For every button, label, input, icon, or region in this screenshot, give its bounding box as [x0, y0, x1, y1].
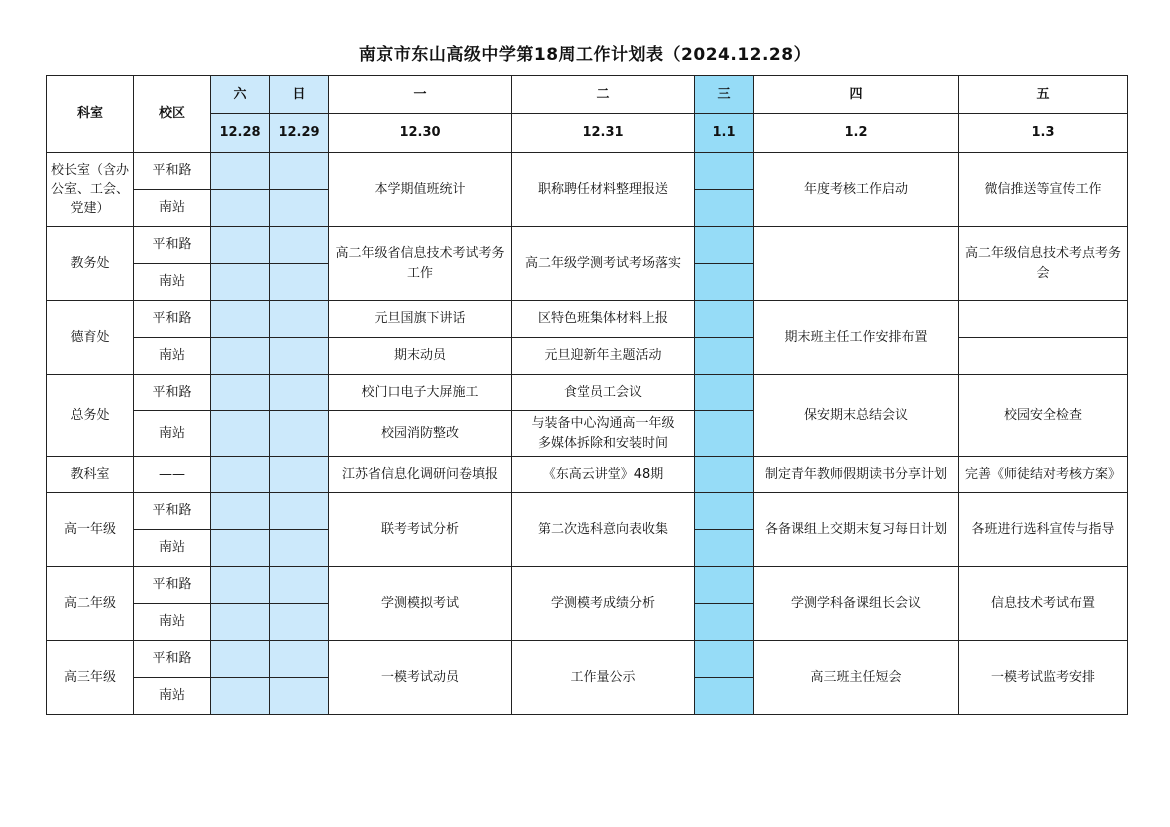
general-tue-b: 与装备中心沟通高一年级多媒体拆除和安装时间	[512, 411, 695, 457]
sat-cell	[211, 338, 270, 375]
dept-g1: 高一年级	[47, 493, 134, 567]
campus-a: 平和路	[134, 641, 211, 678]
general-thu: 保安期末总结会议	[754, 375, 959, 457]
sat-cell	[211, 375, 270, 411]
campus-b: 南站	[134, 604, 211, 641]
dept-research: 教科室	[47, 457, 134, 493]
g1-fri: 各班进行选科宣传与指导	[959, 493, 1128, 567]
campus-a: 平和路	[134, 301, 211, 338]
header-campus: 校区	[134, 76, 211, 153]
sun-cell	[270, 264, 329, 301]
sun-cell	[270, 530, 329, 567]
sun-cell	[270, 301, 329, 338]
campus-a: 平和路	[134, 153, 211, 190]
academic-mon: 高二年级省信息技术考试考务工作	[329, 227, 512, 301]
campus-b: 南站	[134, 411, 211, 457]
campus-b: 南站	[134, 338, 211, 375]
dept-moral: 德育处	[47, 301, 134, 375]
sat-cell	[211, 457, 270, 493]
header-date-wed: 1.1	[695, 114, 754, 153]
principal-fri: 微信推送等宣传工作	[959, 153, 1128, 227]
sat-cell	[211, 567, 270, 604]
page-title: 南京市东山高级中学第18周工作计划表（2024.12.28）	[358, 45, 812, 65]
header-day-tue: 二	[512, 76, 695, 114]
sun-cell	[270, 227, 329, 264]
sun-cell	[270, 338, 329, 375]
wed-cell	[695, 190, 754, 227]
general-fri: 校园安全检查	[959, 375, 1128, 457]
academic-tue: 高二年级学测考试考场落实	[512, 227, 695, 301]
header-day-wed: 三	[695, 76, 754, 114]
dept-g2: 高二年级	[47, 567, 134, 641]
wed-cell	[695, 641, 754, 678]
sat-cell	[211, 153, 270, 190]
g3-tue: 工作量公示	[512, 641, 695, 715]
header-day-mon: 一	[329, 76, 512, 114]
sun-cell	[270, 493, 329, 530]
header-day-thu: 四	[754, 76, 959, 114]
sat-cell	[211, 678, 270, 715]
campus-b: 南站	[134, 190, 211, 227]
moral-fri-b	[959, 338, 1128, 375]
wed-cell	[695, 338, 754, 375]
g2-thu: 学测学科备课组长会议	[754, 567, 959, 641]
principal-mon: 本学期值班统计	[329, 153, 512, 227]
header-day-sat: 六	[211, 76, 270, 114]
wed-cell	[695, 411, 754, 457]
wed-cell	[695, 567, 754, 604]
g1-tue: 第二次选科意向表收集	[512, 493, 695, 567]
campus-b: 南站	[134, 678, 211, 715]
sun-cell	[270, 411, 329, 457]
research-mon: 江苏省信息化调研问卷填报	[329, 457, 512, 493]
header-date-tue: 12.31	[512, 114, 695, 153]
sun-cell	[270, 153, 329, 190]
g2-mon: 学测模拟考试	[329, 567, 512, 641]
header-date-mon: 12.30	[329, 114, 512, 153]
header-day-fri: 五	[959, 76, 1128, 114]
wed-cell	[695, 375, 754, 411]
campus-a: 平和路	[134, 567, 211, 604]
wed-cell	[695, 493, 754, 530]
research-thu: 制定青年教师假期读书分享计划	[754, 457, 959, 493]
campus-a: 平和路	[134, 375, 211, 411]
research-tue: 《东高云讲堂》48期	[512, 457, 695, 493]
sun-cell	[270, 641, 329, 678]
g3-mon: 一模考试动员	[329, 641, 512, 715]
sat-cell	[211, 493, 270, 530]
sat-cell	[211, 641, 270, 678]
general-mon-a: 校门口电子大屏施工	[329, 375, 512, 411]
academic-thu	[754, 227, 959, 301]
sun-cell	[270, 190, 329, 227]
dept-general: 总务处	[47, 375, 134, 457]
moral-fri-a	[959, 301, 1128, 338]
wed-cell	[695, 530, 754, 567]
sat-cell	[211, 530, 270, 567]
sat-cell	[211, 301, 270, 338]
wed-cell	[695, 678, 754, 715]
sun-cell	[270, 604, 329, 641]
wed-cell	[695, 604, 754, 641]
campus-b: 南站	[134, 530, 211, 567]
g3-fri: 一模考试监考安排	[959, 641, 1128, 715]
general-mon-b: 校园消防整改	[329, 411, 512, 457]
sun-cell	[270, 567, 329, 604]
g1-mon: 联考考试分析	[329, 493, 512, 567]
header-date-fri: 1.3	[959, 114, 1128, 153]
academic-fri: 高二年级信息技术考点考务会	[959, 227, 1128, 301]
moral-tue-b: 元旦迎新年主题活动	[512, 338, 695, 375]
wed-cell	[695, 301, 754, 338]
moral-mon-b: 期末动员	[329, 338, 512, 375]
sat-cell	[211, 190, 270, 227]
campus-none: ——	[134, 457, 211, 493]
g2-fri: 信息技术考试布置	[959, 567, 1128, 641]
campus-a: 平和路	[134, 493, 211, 530]
wed-cell	[695, 227, 754, 264]
g3-thu: 高三班主任短会	[754, 641, 959, 715]
moral-thu: 期末班主任工作安排布置	[754, 301, 959, 375]
g2-tue: 学测模考成绩分析	[512, 567, 695, 641]
wed-cell	[695, 153, 754, 190]
principal-tue: 职称聘任材料整理报送	[512, 153, 695, 227]
sun-cell	[270, 457, 329, 493]
sun-cell	[270, 375, 329, 411]
header-day-sun: 日	[270, 76, 329, 114]
campus-a: 平和路	[134, 227, 211, 264]
sat-cell	[211, 604, 270, 641]
sat-cell	[211, 227, 270, 264]
header-date-sun: 12.29	[270, 114, 329, 153]
campus-b: 南站	[134, 264, 211, 301]
g1-thu: 各备课组上交期末复习每日计划	[754, 493, 959, 567]
sun-cell	[270, 678, 329, 715]
principal-thu: 年度考核工作启动	[754, 153, 959, 227]
research-fri: 完善《师徒结对考核方案》	[959, 457, 1128, 493]
dept-academic: 教务处	[47, 227, 134, 301]
sat-cell	[211, 264, 270, 301]
header-date-thu: 1.2	[754, 114, 959, 153]
wed-cell	[695, 264, 754, 301]
dept-g3: 高三年级	[47, 641, 134, 715]
dept-principal: 校长室（含办公室、工会、党建）	[47, 153, 134, 227]
work-plan-table	[46, 75, 1128, 715]
header-date-sat: 12.28	[211, 114, 270, 153]
moral-tue-a: 区特色班集体材料上报	[512, 301, 695, 338]
general-tue-a: 食堂员工会议	[512, 375, 695, 411]
header-dept: 科室	[47, 76, 134, 153]
moral-mon-a: 元旦国旗下讲话	[329, 301, 512, 338]
wed-cell	[695, 457, 754, 493]
sat-cell	[211, 411, 270, 457]
